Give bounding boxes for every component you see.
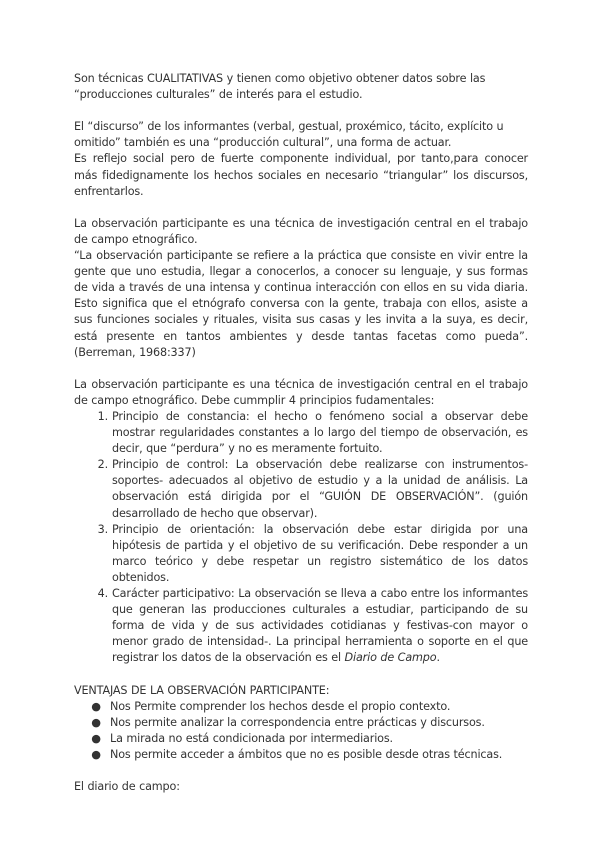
advantage-item: ● La mirada no está condicionada por intermediarios. bbox=[110, 731, 528, 747]
principles-list bbox=[74, 409, 528, 667]
document-body bbox=[74, 71, 528, 795]
advantage-item: ● Nos permite analizar la correspondencia entre prácticas y discursos. bbox=[110, 715, 528, 731]
principle-item: 4. Carácter participativo: La observación se lleva a cabo entre los informantes que generan las producciones culturales a estudiar, participando de su forma de vida y de sus actividades cotidianas y festivas-con mayor o menor grado de intensidad-. La principal herramienta o soporte en el que registrar los datos de la observación es el Diario de Campo. bbox=[97, 587, 528, 665]
diary-emphasis: Diario de Campo bbox=[344, 651, 437, 665]
bullet-icon: ● bbox=[91, 747, 101, 761]
bullet-icon: ● bbox=[91, 715, 101, 729]
discourse-paragraph: El “discurso” de los informantes (verbal, gestual, proxémico, tácito, explícito u omitido” también es una “producción cultural”, una forma de actuar. bbox=[74, 120, 504, 150]
diary-heading: El diario de campo: bbox=[74, 780, 180, 794]
advantage-item: ● Nos permite acceder a ámbitos que no es posible desde otras técnicas. bbox=[110, 747, 528, 763]
triangulation-paragraph: Es reflejo social pero de fuerte componente individual, por tanto,para conocer más fidedignamente los hechos sociales en necesario “triangular” los discursos, enfrentarlos. bbox=[74, 152, 528, 198]
bullet-icon: ● bbox=[91, 731, 101, 745]
berreman-quote-paragraph: “La observación participante se refiere a la práctica que consiste en vivir entre la gente que uno estudia, llegar a conocerlos, a conocer su lenguaje, y sus formas de vida a través de una intensa y continua interacción con ellos en su vida diaria. Esto significa que el etnógrafo conversa con la gente, trabaja con ellos, asiste a sus funciones sociales y rituales, visita sus casas y les invita a la suya, es decir, está presente en tantos ambientes y desde tantas facetas como pueda”. (Berreman, 1968:337) bbox=[74, 249, 528, 359]
advantages-list bbox=[74, 699, 528, 763]
advantages-heading: VENTAJAS DE LA OBSERVACIÓN PARTICIPANTE: bbox=[74, 683, 330, 697]
bullet-icon: ● bbox=[91, 699, 101, 713]
principle-item: 2. Principio de control: La observación debe realizarse con instrumentos-soportes- adecuados al objetivo de estudio y a la unidad de análisis. La observación está dirigida por el “GUIÓN DE OBSERVACIÓN”. (guión desarrollado de hecho que observar). bbox=[97, 458, 528, 520]
intro-paragraph: Son técnicas CUALITATIVAS y tienen como objetivo obtener datos sobre las “producciones culturales” de interés para el estudio. bbox=[74, 72, 486, 102]
observation-definition-paragraph: La observación participante es una técnica de investigación central en el trabajo de campo etnográfico. bbox=[74, 216, 528, 246]
principles-intro-paragraph: La observación participante es una técnica de investigación central en el trabajo de campo etnográfico. Debe cummplir 4 principios fudamentales: bbox=[74, 377, 528, 407]
advantage-item: ● Nos Permite comprender los hechos desde el propio contexto. bbox=[110, 699, 528, 715]
principle-item: 3. Principio de orientación: la observación debe estar dirigida por una hipótesis de partida y el objetivo de su verificación. Debe responder a un marco teórico y debe respetar un registro sistemático de los datos obtenidos. bbox=[97, 522, 528, 584]
principle-item: 1. Principio de constancia: el hecho o fenómeno social a observar debe mostrar regularidades constantes a lo largo del tiempo de observación, es decir, que “perdura” y no es meramente fortuito. bbox=[97, 409, 528, 456]
